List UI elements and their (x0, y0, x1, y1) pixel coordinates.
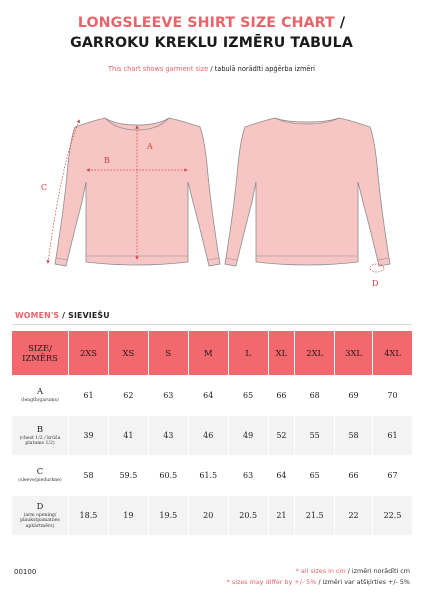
units-note-latvian: / izmēri norādīti cm (345, 567, 410, 575)
units-note (296, 567, 410, 575)
table-row (12, 376, 413, 416)
table-cell: 55 (295, 416, 335, 456)
size-header: L (228, 331, 268, 376)
title-english: LONGSLEEVE SHIRT SIZE CHART (77, 15, 335, 31)
size-header: XS (108, 331, 148, 376)
table-cell: 19 (108, 496, 148, 536)
table-cell: 61 (373, 416, 413, 456)
table-cell: 62 (108, 376, 148, 416)
measurement-label (12, 416, 69, 456)
label-c: C (41, 183, 48, 192)
label-b: B (104, 156, 110, 165)
table-cell: 65 (295, 456, 335, 496)
size-header: 2XL (295, 331, 335, 376)
measurement-label (12, 376, 69, 416)
units-note-english: * all sizes in cm (295, 567, 346, 575)
table-cell: 63 (148, 376, 188, 416)
table-header-row (12, 331, 413, 376)
measurement-letter: C (36, 466, 44, 477)
corner-line2: IZMĒRS (22, 353, 58, 363)
section-label (15, 311, 110, 320)
measurement-description: (arm opening/ plaukstpamatnes apkārtmērs) (20, 513, 60, 529)
table-cell: 41 (108, 416, 148, 456)
table-cell: 46 (188, 416, 228, 456)
table-cell: 20.5 (228, 496, 268, 536)
table-cell: 69 (335, 376, 373, 416)
back-shirt-illustration (225, 118, 390, 266)
page-title (0, 13, 423, 53)
subtitle-english: This chart shows garment size (107, 65, 209, 73)
table-cell: 22.5 (373, 496, 413, 536)
table-cell: 39 (69, 416, 109, 456)
table-cell: 21 (268, 496, 295, 536)
section-label-english: WOMEN'S (15, 311, 60, 320)
section-label-latvian: / SIEVIEŠU (59, 311, 110, 320)
product-code: 00100 (14, 568, 37, 576)
tolerance-note-latvian: / izmēri var atšķirties +/- 5% (316, 578, 410, 586)
table-cell: 19.5 (148, 496, 188, 536)
table-cell: 58 (69, 456, 109, 496)
table-row (12, 416, 413, 456)
size-header: M (188, 331, 228, 376)
table-cell: 63 (228, 456, 268, 496)
table-row (12, 496, 413, 536)
size-header: 4XL (373, 331, 413, 376)
table-cell: 18.5 (69, 496, 109, 536)
table-cell: 20 (188, 496, 228, 536)
size-header: 3XL (335, 331, 373, 376)
page-subtitle (0, 65, 423, 73)
size-header: XL (268, 331, 295, 376)
front-shirt-illustration (55, 118, 220, 266)
table-cell: 68 (295, 376, 335, 416)
title-slash: / (334, 15, 346, 31)
size-header: S (148, 331, 188, 376)
size-table (11, 330, 413, 536)
measurement-description: (chest 1/2 / krūšu platums 1/2) (19, 435, 61, 446)
table-cell: 60.5 (148, 456, 188, 496)
table-cell: 61 (69, 376, 109, 416)
measurement-letter: B (36, 423, 44, 434)
size-header: 2XS (69, 331, 109, 376)
tolerance-note-english: * sizes may differ by +/- 5% (226, 578, 317, 586)
measurement-description: (sleeve/piedurkne) (18, 478, 62, 484)
corner-line1: SIZE/ (28, 343, 52, 353)
size-corner-header (12, 331, 69, 376)
table-cell: 43 (148, 416, 188, 456)
subtitle-latvian: / tabulā norādīti apģērba izmēri (208, 65, 315, 73)
measurement-letter: D (36, 501, 44, 512)
title-latvian: GARROKU KREKLU IZMĒRU TABULA (70, 35, 353, 51)
section-divider (12, 324, 412, 325)
table-cell: 21.5 (295, 496, 335, 536)
shirt-diagram (0, 95, 423, 295)
table-cell: 52 (268, 416, 295, 456)
table-cell: 66 (268, 376, 295, 416)
table-cell: 59.5 (108, 456, 148, 496)
table-row (12, 456, 413, 496)
label-a: A (147, 142, 153, 151)
table-cell: 64 (268, 456, 295, 496)
table-cell: 64 (188, 376, 228, 416)
arm-opening-marker (370, 264, 384, 272)
table-cell: 70 (373, 376, 413, 416)
table-cell: 61.5 (188, 456, 228, 496)
measurement-label (12, 456, 69, 496)
table-cell: 65 (228, 376, 268, 416)
measurement-description: (length/garums) (21, 398, 59, 404)
table-cell: 67 (373, 456, 413, 496)
label-d: D (372, 279, 379, 288)
table-cell: 58 (335, 416, 373, 456)
measurement-label (12, 496, 69, 536)
table-cell: 22 (335, 496, 373, 536)
tolerance-note (227, 578, 410, 586)
table-cell: 49 (228, 416, 268, 456)
measurement-letter: A (36, 386, 44, 397)
table-cell: 66 (335, 456, 373, 496)
